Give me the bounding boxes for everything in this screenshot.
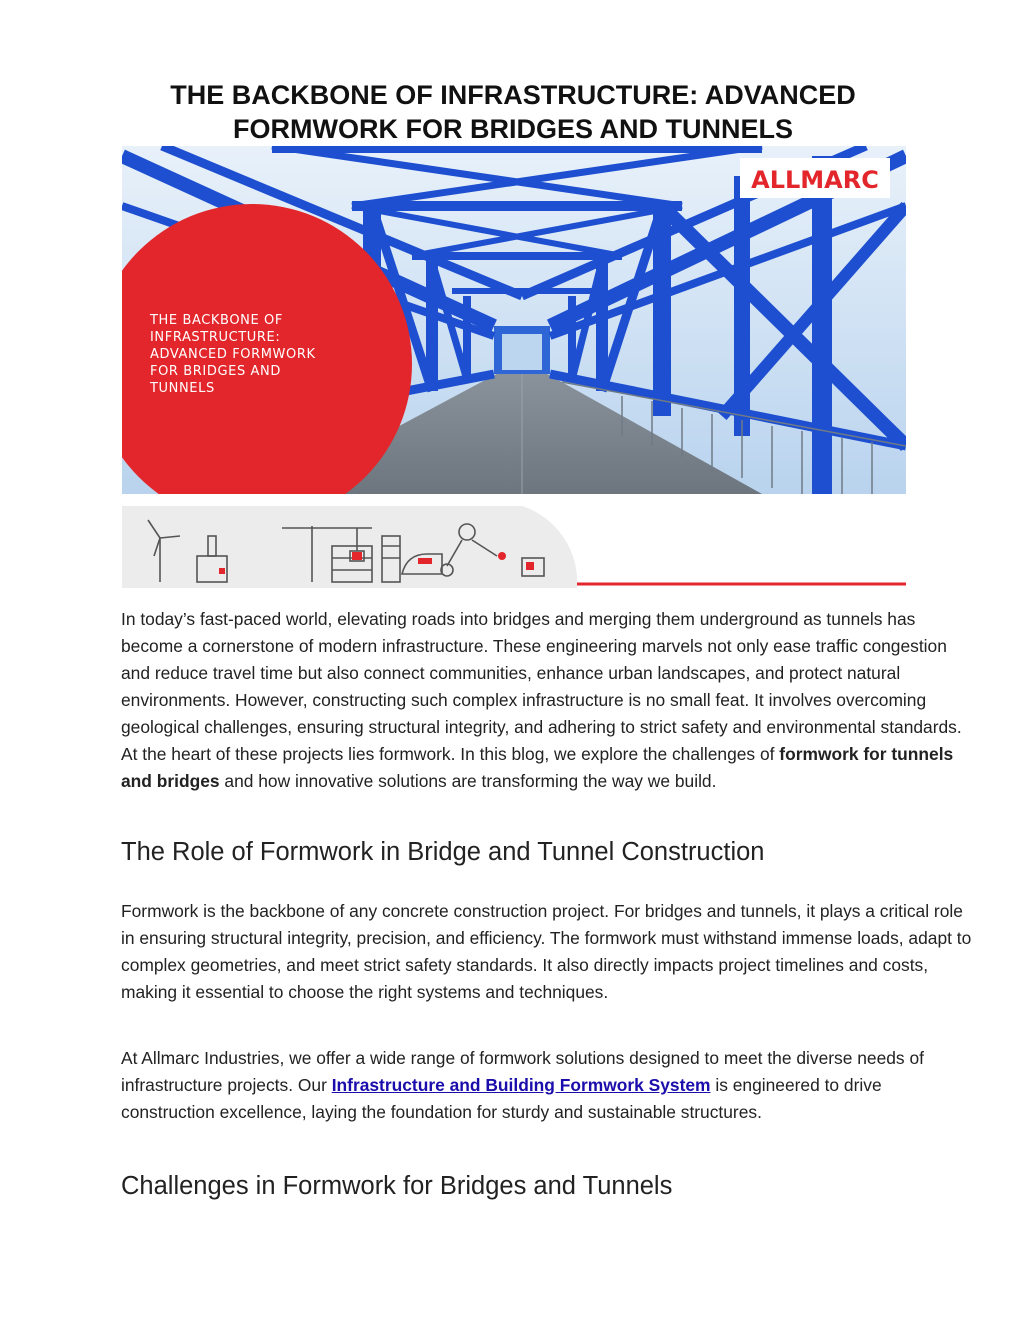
- industry-icons-banner: [122, 506, 906, 588]
- intro-bold-phrase: formwork for tunnels and bridges: [121, 744, 954, 791]
- circle-line-2: INFRASTRUCTURE:: [150, 330, 281, 345]
- allmarc-text-end: is engineered to drive construction excellence, laying the foundation for sturdy and sustainable structures.: [121, 1075, 882, 1122]
- circle-line-4: FOR BRIDGES AND: [150, 364, 281, 379]
- formwork-system-link[interactable]: Infrastructure and Building Formwork System: [331, 1075, 711, 1095]
- section-heading-challenges: Challenges in Formwork for Bridges and Tunnels: [121, 1172, 673, 1200]
- bridge-illustration: [122, 146, 906, 494]
- page-title-line-2: FORMWORK FOR BRIDGES AND TUNNELS: [233, 114, 793, 144]
- brand-logo-text: ALLMARC: [751, 166, 879, 194]
- page-title: [120, 78, 906, 146]
- intro-paragraph: [121, 606, 977, 795]
- allmarc-paragraph: [121, 1045, 977, 1126]
- intro-text: In today’s fast-paced world, elevating roads into bridges and merging them underground as tunnels has become a cornerstone of modern infrastructure. These engineering marvels not only ease traffic congestion and reduce travel time but also connect communities, enhance urban landscapes, and protect natural environments. However, constructing such complex infrastructure is no small feat. It involves overcoming geological challenges, ensuring structural integrity, and adhering to strict safety and environmental standards. At the heart of these projects lies formwork. In this blog, we explore the challenges of: [121, 609, 962, 764]
- circle-line-3: ADVANCED FORMWORK: [150, 347, 316, 362]
- hero-image: [122, 146, 906, 494]
- page-title-line-1: THE BACKBONE OF INFRASTRUCTURE: ADVANCED: [170, 80, 856, 110]
- circle-line-1: THE BACKBONE OF: [150, 313, 283, 328]
- section-heading-role: The Role of Formwork in Bridge and Tunnel Construction: [121, 838, 765, 866]
- intro-text-end: and how innovative solutions are transforming the way we build.: [219, 771, 717, 791]
- allmarc-text: At Allmarc Industries, we offer a wide range of formwork solutions designed to meet the diverse needs of infrastructure projects. Our: [121, 1048, 924, 1095]
- brand-logo: [740, 158, 890, 198]
- role-paragraph: Formwork is the backbone of any concrete construction project. For bridges and tunnels, it plays a critical role in ensuring structural integrity, precision, and efficiency. The formwork must withstand immense loads, adapt to complex geometries, and meet strict safety standards. It also directly impacts project timelines and costs, making it essential to choose the right systems and techniques.: [121, 901, 972, 1002]
- industry-icons-illustration: [122, 506, 906, 588]
- circle-line-5: TUNNELS: [150, 381, 215, 396]
